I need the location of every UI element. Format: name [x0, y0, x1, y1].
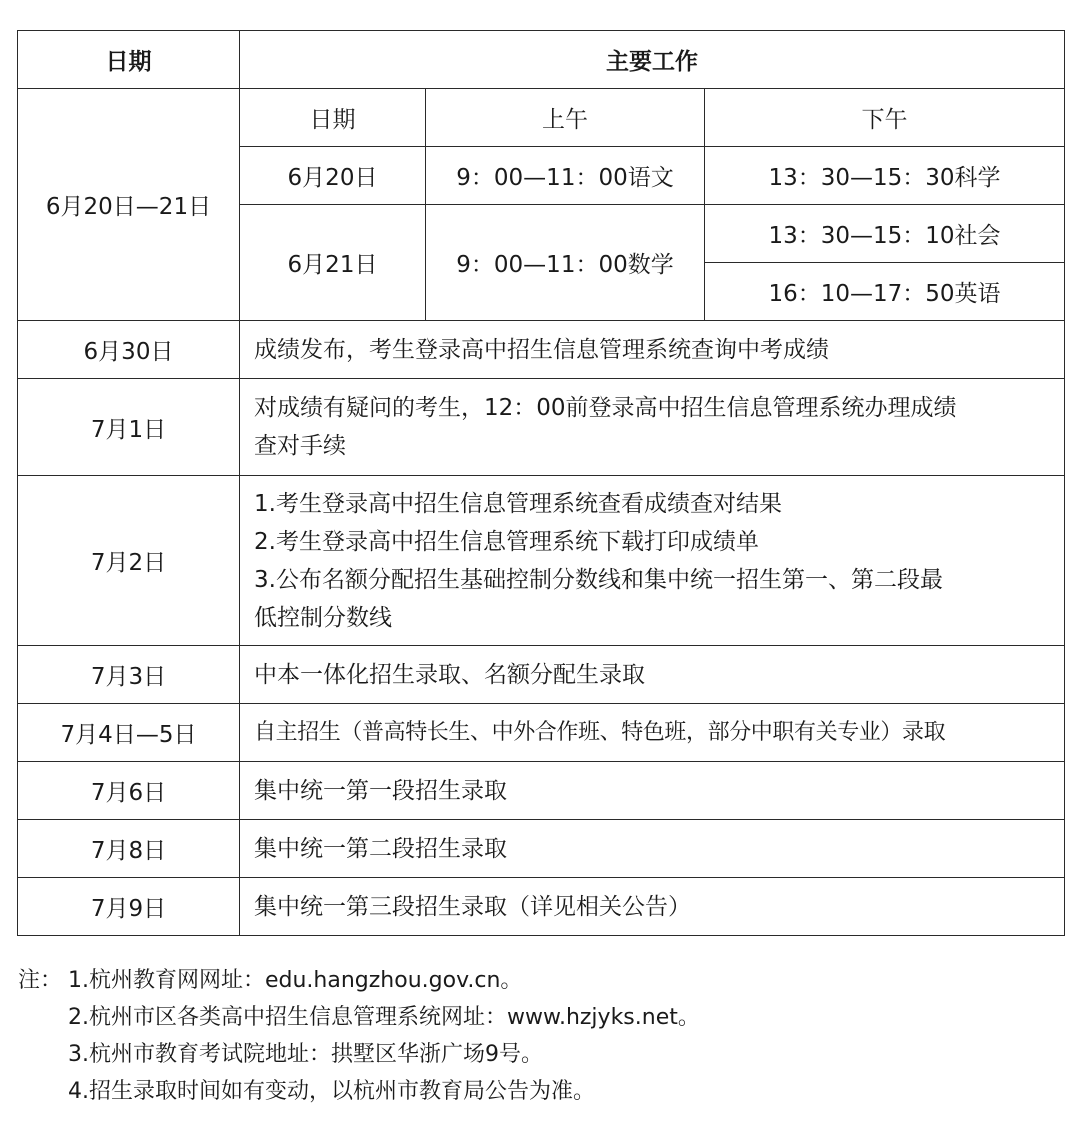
exam-day-pm: 13：30—15：30科学 [705, 147, 1065, 205]
row-work [240, 476, 1065, 646]
note-item: 3.杭州市教育考试院地址：拱墅区华浙广场9号。 [68, 1042, 543, 1067]
exam-period: 6月20日—21日 [18, 89, 240, 321]
header-date: 日期 [18, 31, 240, 89]
schedule-table [17, 30, 1065, 936]
exam-day-date: 6月20日 [240, 147, 426, 205]
row-work-line: 集中统一第三段招生录取（详见相关公告） [254, 893, 691, 920]
note-item: 2.杭州市区各类高中招生信息管理系统网址：www.hzjyks.net。 [68, 1005, 700, 1030]
row-work-line: 集中统一第一段招生录取 [254, 777, 507, 804]
row-date: 7月6日 [18, 762, 240, 820]
row-date: 7月2日 [18, 476, 240, 646]
note-line [18, 962, 1068, 999]
row-work-line: 自主招生（普高特长生、中外合作班、特色班，部分中职有关专业）录取 [254, 719, 946, 745]
row-work-line: 低控制分数线 [254, 604, 392, 631]
exam-day-pm: 16：10—17：50英语 [705, 263, 1065, 321]
row-work-line: 中本一体化招生录取、名额分配生录取 [254, 661, 645, 688]
table-row [18, 762, 1065, 820]
row-work [240, 820, 1065, 878]
table-row [18, 820, 1065, 878]
row-work-line: 2.考生登录高中招生信息管理系统下载打印成绩单 [254, 528, 759, 555]
table-row [18, 878, 1065, 936]
exam-day-pm: 13：30—15：10社会 [705, 205, 1065, 263]
exam-subheader-row [18, 89, 1065, 147]
row-work [240, 762, 1065, 820]
table-row [18, 704, 1065, 762]
row-work [240, 646, 1065, 704]
subheader-am: 上午 [426, 89, 705, 147]
row-work-line: 3.公布名额分配招生基础控制分数线和集中统一招生第一、第二段最 [254, 566, 943, 593]
notes-section [18, 962, 1068, 1110]
subheader-date: 日期 [240, 89, 426, 147]
note-line [18, 1073, 1068, 1110]
row-work-line: 对成绩有疑问的考生，12：00前登录高中招生信息管理系统办理成绩 [254, 395, 957, 421]
note-item: 1.杭州教育网网址：edu.hangzhou.gov.cn。 [68, 968, 523, 993]
row-date: 7月4日—5日 [18, 704, 240, 762]
table-row [18, 321, 1065, 379]
subheader-pm: 下午 [705, 89, 1065, 147]
row-work [240, 321, 1065, 379]
header-main-work: 主要工作 [240, 31, 1065, 89]
row-work [240, 704, 1065, 762]
notes-prefix: 注： [18, 968, 63, 993]
exam-day-am: 9：00—11：00语文 [426, 147, 705, 205]
row-work-line: 1.考生登录高中招生信息管理系统查看成绩查对结果 [254, 490, 782, 517]
table-header-row [18, 31, 1065, 89]
table-row [18, 379, 1065, 476]
row-work-line: 查对手续 [254, 433, 346, 459]
row-work-line: 集中统一第二段招生录取 [254, 835, 507, 862]
note-line [18, 1036, 1068, 1073]
exam-day-am: 9：00—11：00数学 [426, 205, 705, 321]
row-date: 6月30日 [18, 321, 240, 379]
row-work [240, 379, 1065, 476]
row-work [240, 878, 1065, 936]
note-line [18, 999, 1068, 1036]
row-date: 7月1日 [18, 379, 240, 476]
table-row [18, 646, 1065, 704]
row-work-line: 成绩发布，考生登录高中招生信息管理系统查询中考成绩 [254, 336, 829, 363]
table-row [18, 476, 1065, 646]
row-date: 7月9日 [18, 878, 240, 936]
note-item: 4.招生录取时间如有变动，以杭州市教育局公告为准。 [68, 1079, 595, 1104]
row-date: 7月3日 [18, 646, 240, 704]
row-date: 7月8日 [18, 820, 240, 878]
exam-day-date: 6月21日 [240, 205, 426, 321]
